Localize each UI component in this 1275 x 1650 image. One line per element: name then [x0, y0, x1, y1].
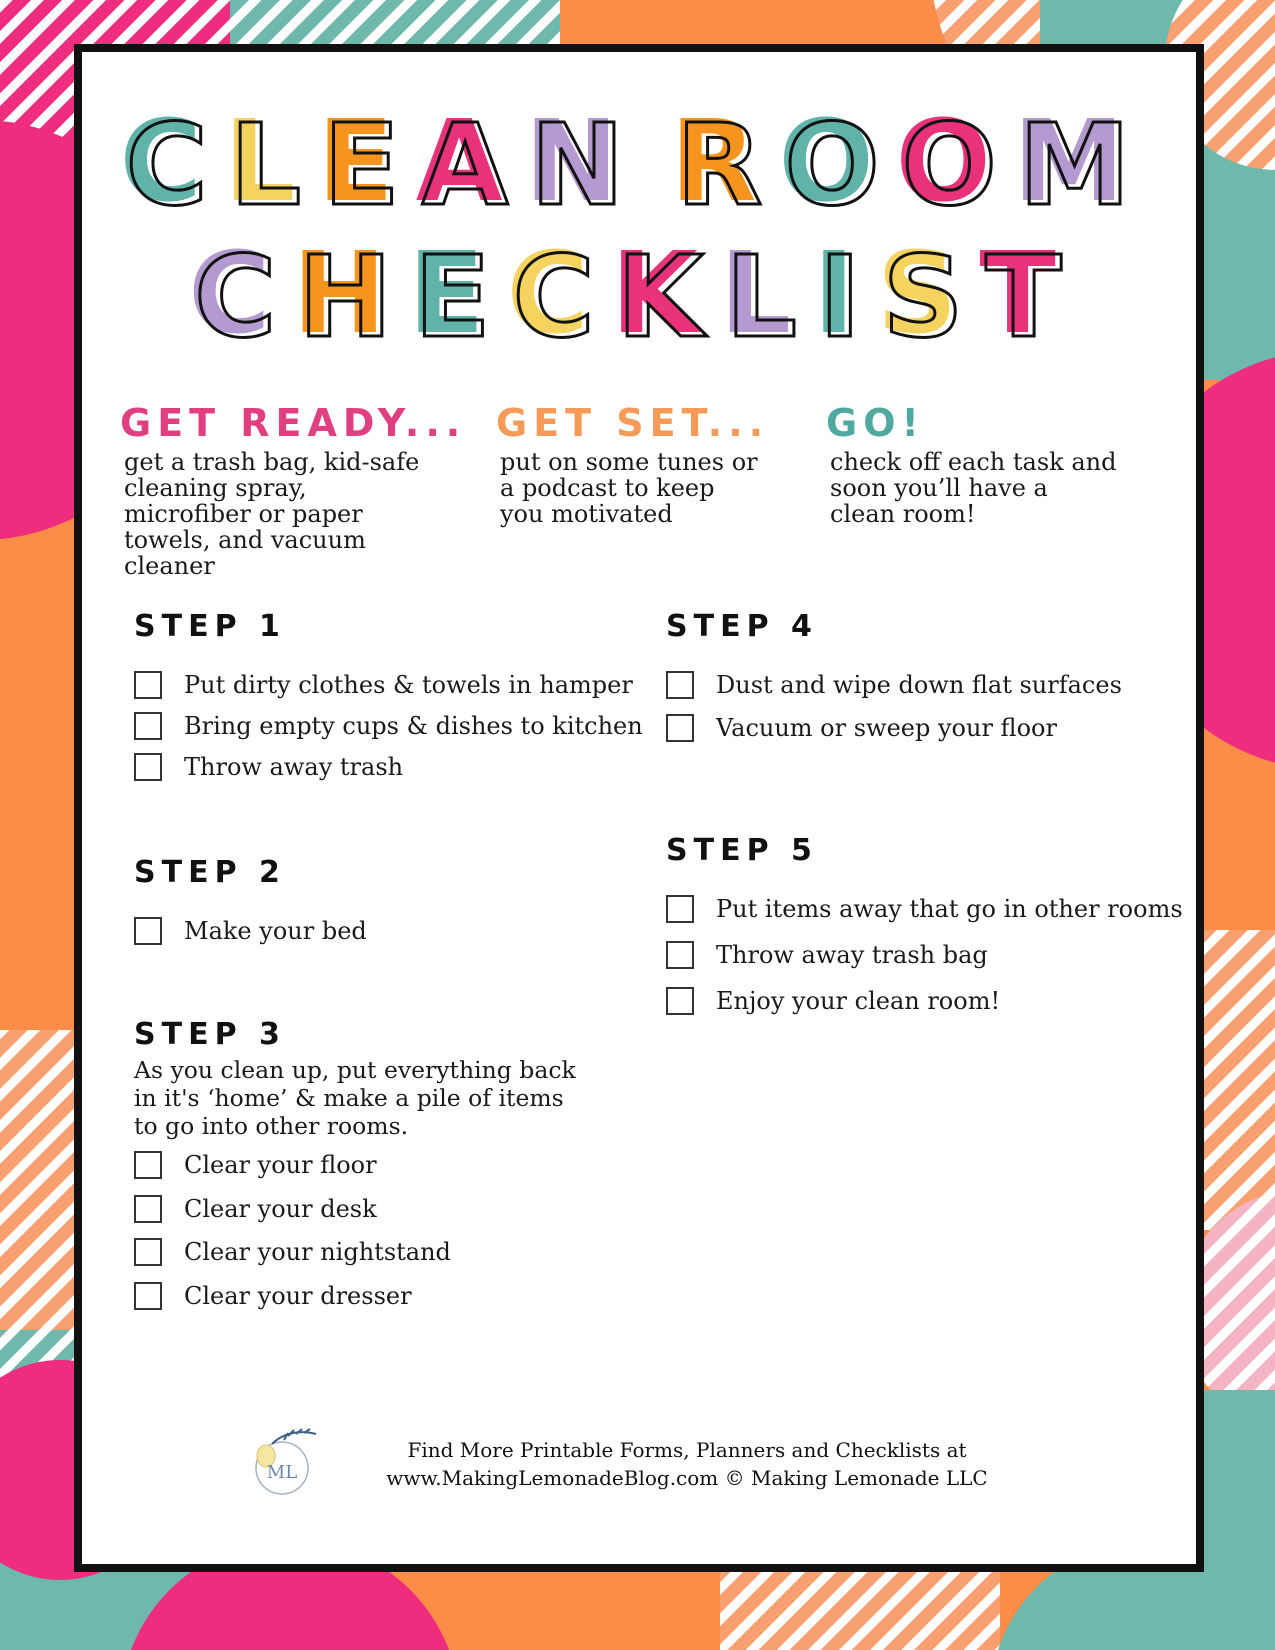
title-letter: L — [725, 233, 820, 363]
task-item — [666, 892, 1183, 926]
intro-body-get-set: put on some tunes or a podcast to keep you motivated — [500, 448, 758, 528]
task-label: Put items away that go in other rooms — [716, 895, 1183, 923]
task-item — [134, 750, 403, 784]
task-item — [666, 711, 1057, 745]
checkbox[interactable] — [666, 895, 694, 923]
title-letter: E — [323, 101, 422, 231]
title-letter: C — [125, 101, 230, 231]
title-letter: L — [229, 101, 324, 231]
checkbox[interactable] — [134, 1238, 162, 1266]
task-label: Vacuum or sweep your floor — [716, 714, 1057, 742]
title-letter: O — [784, 101, 902, 231]
checkbox[interactable] — [134, 917, 162, 945]
task-item — [134, 1148, 377, 1182]
footer — [342, 1436, 1032, 1492]
checkbox[interactable] — [134, 753, 162, 781]
task-label: Bring empty cups & dishes to kitchen — [184, 712, 643, 740]
task-label: Make your bed — [184, 917, 367, 945]
task-label: Clear your dresser — [184, 1282, 412, 1310]
task-label: Clear your desk — [184, 1195, 377, 1223]
title-letter: I — [819, 233, 883, 363]
task-item — [666, 938, 988, 972]
task-label: Throw away trash — [184, 753, 404, 781]
title-letter: N — [530, 101, 647, 231]
task-item — [134, 1279, 412, 1313]
checkbox[interactable] — [666, 941, 694, 969]
step-5-heading: STEP 5 — [666, 833, 818, 868]
title-letter: K — [616, 233, 726, 363]
checkbox[interactable] — [666, 671, 694, 699]
checkbox[interactable] — [134, 1282, 162, 1310]
checkbox[interactable] — [666, 714, 694, 742]
title-letter: H — [298, 233, 415, 363]
checkbox[interactable] — [134, 671, 162, 699]
title-letter: T — [985, 233, 1084, 363]
checkbox[interactable] — [134, 712, 162, 740]
task-item — [666, 668, 1122, 702]
logo-text: ML — [266, 1462, 298, 1483]
intro-heading-get-set: GET SET... — [496, 401, 770, 445]
task-label: Throw away trash bag — [716, 941, 988, 969]
task-label: Dust and wipe down flat surfaces — [716, 671, 1122, 699]
title-letter: C — [512, 233, 617, 363]
step-3-description: As you clean up, put everything back in it's ‘home’ & make a pile of items to go into other rooms. — [134, 1056, 576, 1140]
title-letter: O — [901, 101, 1019, 231]
title-line-1 — [82, 101, 1196, 231]
task-label: Clear your floor — [184, 1151, 377, 1179]
footer-line-2: www.MakingLemonadeBlog.com © Making Lemonade LLC — [386, 1466, 988, 1490]
title-letter: A — [421, 101, 531, 231]
checkbox[interactable] — [134, 1195, 162, 1223]
task-item — [666, 984, 1000, 1018]
task-item — [134, 1235, 451, 1269]
step-4-heading: STEP 4 — [666, 609, 818, 644]
intro-heading-get-ready: GET READY... — [120, 401, 467, 445]
task-label: Clear your nightstand — [184, 1238, 451, 1266]
task-item — [134, 668, 633, 702]
intro-body-get-ready: get a trash bag, kid-safe cleaning spray, microfiber or paper towels, and vacuum cleaner — [124, 448, 420, 580]
checklist-card — [74, 44, 1204, 1572]
title-letter: M — [1018, 101, 1153, 231]
task-label: Put dirty clothes & towels in hamper — [184, 671, 633, 699]
task-item — [134, 709, 643, 743]
intro-heading-go: GO! — [826, 401, 925, 445]
title-letter: S — [882, 233, 986, 363]
title-letter: R — [676, 101, 785, 231]
footer-line-1: Find More Printable Forms, Planners and Checklists at — [407, 1438, 967, 1462]
task-item — [134, 914, 367, 948]
title-letter: E — [414, 233, 513, 363]
step-3-heading: STEP 3 — [134, 1017, 286, 1052]
task-item — [134, 1192, 377, 1226]
title-line-2 — [82, 233, 1196, 363]
step-1-heading: STEP 1 — [134, 609, 286, 644]
intro-body-go: check off each task and soon you’ll have a clean room! — [830, 448, 1117, 528]
step-2-heading: STEP 2 — [134, 855, 286, 890]
checkbox[interactable] — [134, 1151, 162, 1179]
title-letter: C — [194, 233, 299, 363]
checkbox[interactable] — [666, 987, 694, 1015]
title-letter — [646, 110, 676, 222]
making-lemonade-logo — [244, 1422, 324, 1502]
task-label: Enjoy your clean room! — [716, 987, 1001, 1015]
